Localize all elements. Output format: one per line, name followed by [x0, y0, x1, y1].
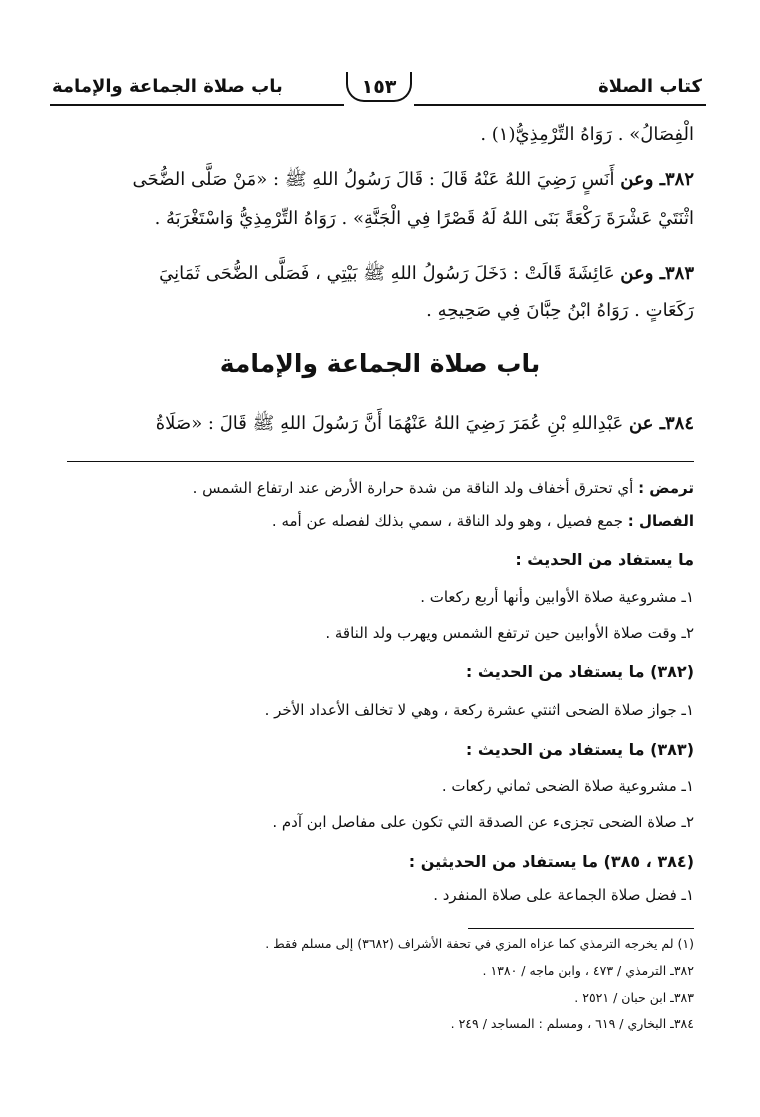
benefit-item: ١ـ جواز صلاة الضحى اثنتي عشرة ركعة ، وهي لا تخالف الأعداد الأخر . — [264, 701, 694, 719]
hadith-number: ٣٨٤ — [664, 413, 694, 434]
hadith-from: عن — [628, 413, 654, 434]
benefits-heading-383: (٣٨٣) ما يستفاد من الحديث : — [465, 740, 694, 759]
hadith-from: وعن — [620, 169, 654, 190]
chapter-title: باب صلاة الجماعة والإمامة — [52, 76, 283, 97]
footnote: ٣٨٣ـ ابن حبان / ٢٥٢١ . — [574, 990, 694, 1005]
hadith-number: ٣٨٢ — [664, 169, 694, 190]
benefit-item: ٢ـ وقت صلاة الأوابين حين ترتفع الشمس ويهرب ولد الناقة . — [325, 624, 694, 642]
gloss-tarmud — [193, 479, 694, 497]
benefits-heading: ما يستفاد من الحديث : — [515, 550, 694, 569]
gloss-text: أي تحترق أخفاف ولد الناقة من شدة حرارة الأرض عند ارتفاع الشمس . — [192, 479, 634, 497]
gloss-term: الفصال : — [627, 512, 694, 530]
benefit-item: ٢ـ صلاة الضحى تجزىء عن الصدقة التي تكون على مفاصل ابن آدم . — [272, 813, 694, 831]
hadith-383-line-1: ٣٨٣ـ وعن عَائِشَةَ قَالَتْ : دَخَلَ رَسُولُ اللهِ ﷺ بَيْتِي ، فَصَلَّى الضُّحَى ثَمَانِيَ — [159, 263, 694, 284]
benefit-item: ١ـ مشروعية صلاة الأوابين وأنها أربع ركعات . — [420, 588, 694, 606]
hadith-382-line-1: ٣٨٢ـ وعن أَنَسٍ رَضِيَ اللهُ عَنْهُ قَالَ : قَالَ رَسُولُ اللهِ ﷺ : «مَنْ صَلَّى الضُّحَى — [132, 169, 694, 190]
hadith-number: ٣٨٣ — [664, 263, 694, 284]
book-title: كتاب الصلاة — [598, 76, 702, 97]
header-rule-left — [50, 104, 344, 106]
footnote: ٣٨٤ـ البخاري / ٦١٩ ، ومسلم : المساجد / ٢٤٩ . — [450, 1016, 694, 1031]
footnote: ٣٨٢ـ الترمذي / ٤٧٣ ، وابن ماجه / ١٣٨٠ . — [482, 963, 694, 978]
gloss-text: جمع فصيل ، وهو ولد الناقة ، سمي بذلك لفصله عن أمه . — [271, 512, 623, 530]
hadith-continuation: الْفِصَالُ» . رَوَاهُ التِّرْمِذِيُّ(١) . — [480, 124, 694, 145]
section-title: باب صلاة الجماعة والإمامة — [219, 349, 541, 378]
footnote: (١) لم يخرجه الترمذي كما عزاه المزي في تحفة الأشراف (٣٦٨٢) إلى مسلم فقط . — [265, 936, 694, 951]
hadith-382-line-2: اثْنَتَيْ عَشْرَةَ رَكْعَةً بَنَى اللهُ لَهُ قَصْرًا فِي الْجَنَّةِ» . رَوَاهُ التِّرْمِذِيُّ وَاسْتَغْرَبَهُ . — [154, 208, 694, 229]
hadith-text: أَنَسٍ رَضِيَ اللهُ عَنْهُ قَالَ : قَالَ رَسُولُ اللهِ ﷺ : «مَنْ صَلَّى الضُّحَى — [132, 169, 615, 190]
benefit-item: ١ـ مشروعية صلاة الضحى ثماني ركعات . — [441, 777, 694, 795]
hadith-from: وعن — [620, 263, 654, 284]
benefits-heading-382: (٣٨٢) ما يستفاد من الحديث : — [465, 662, 694, 681]
hadith-text: عَائِشَةَ قَالَتْ : دَخَلَ رَسُولُ اللهِ ﷺ بَيْتِي ، فَصَلَّى الضُّحَى ثَمَانِيَ — [159, 263, 615, 284]
gloss-fisal — [272, 512, 694, 530]
hadith-384-line-1: ٣٨٤ـ عن عَبْدِاللهِ بْنِ عُمَرَ رَضِيَ اللهُ عَنْهُمَا أَنَّ رَسُولَ اللهِ ﷺ قَالَ : «صَلَاةُ — [155, 413, 694, 434]
header-rule-right — [414, 104, 706, 106]
gloss-term: ترمض : — [638, 479, 694, 497]
hadith-383-line-2: رَكَعَاتٍ . رَوَاهُ ابْنُ حِبَّانَ فِي صَحِيحِهِ . — [426, 300, 694, 321]
benefit-item: ١ـ فضل صلاة الجماعة على صلاة المنفرد . — [433, 886, 694, 904]
hadith-text: عَبْدِاللهِ بْنِ عُمَرَ رَضِيَ اللهُ عَنْهُمَا أَنَّ رَسُولَ اللهِ ﷺ قَالَ : «صَلَاةُ — [155, 413, 624, 434]
benefits-heading-384: (٣٨٤ ، ٣٨٥) ما يستفاد من الحديثين : — [408, 852, 694, 871]
footnote-separator — [468, 928, 694, 929]
notes-separator — [67, 461, 694, 462]
page-number: ١٥٣ — [346, 72, 412, 102]
